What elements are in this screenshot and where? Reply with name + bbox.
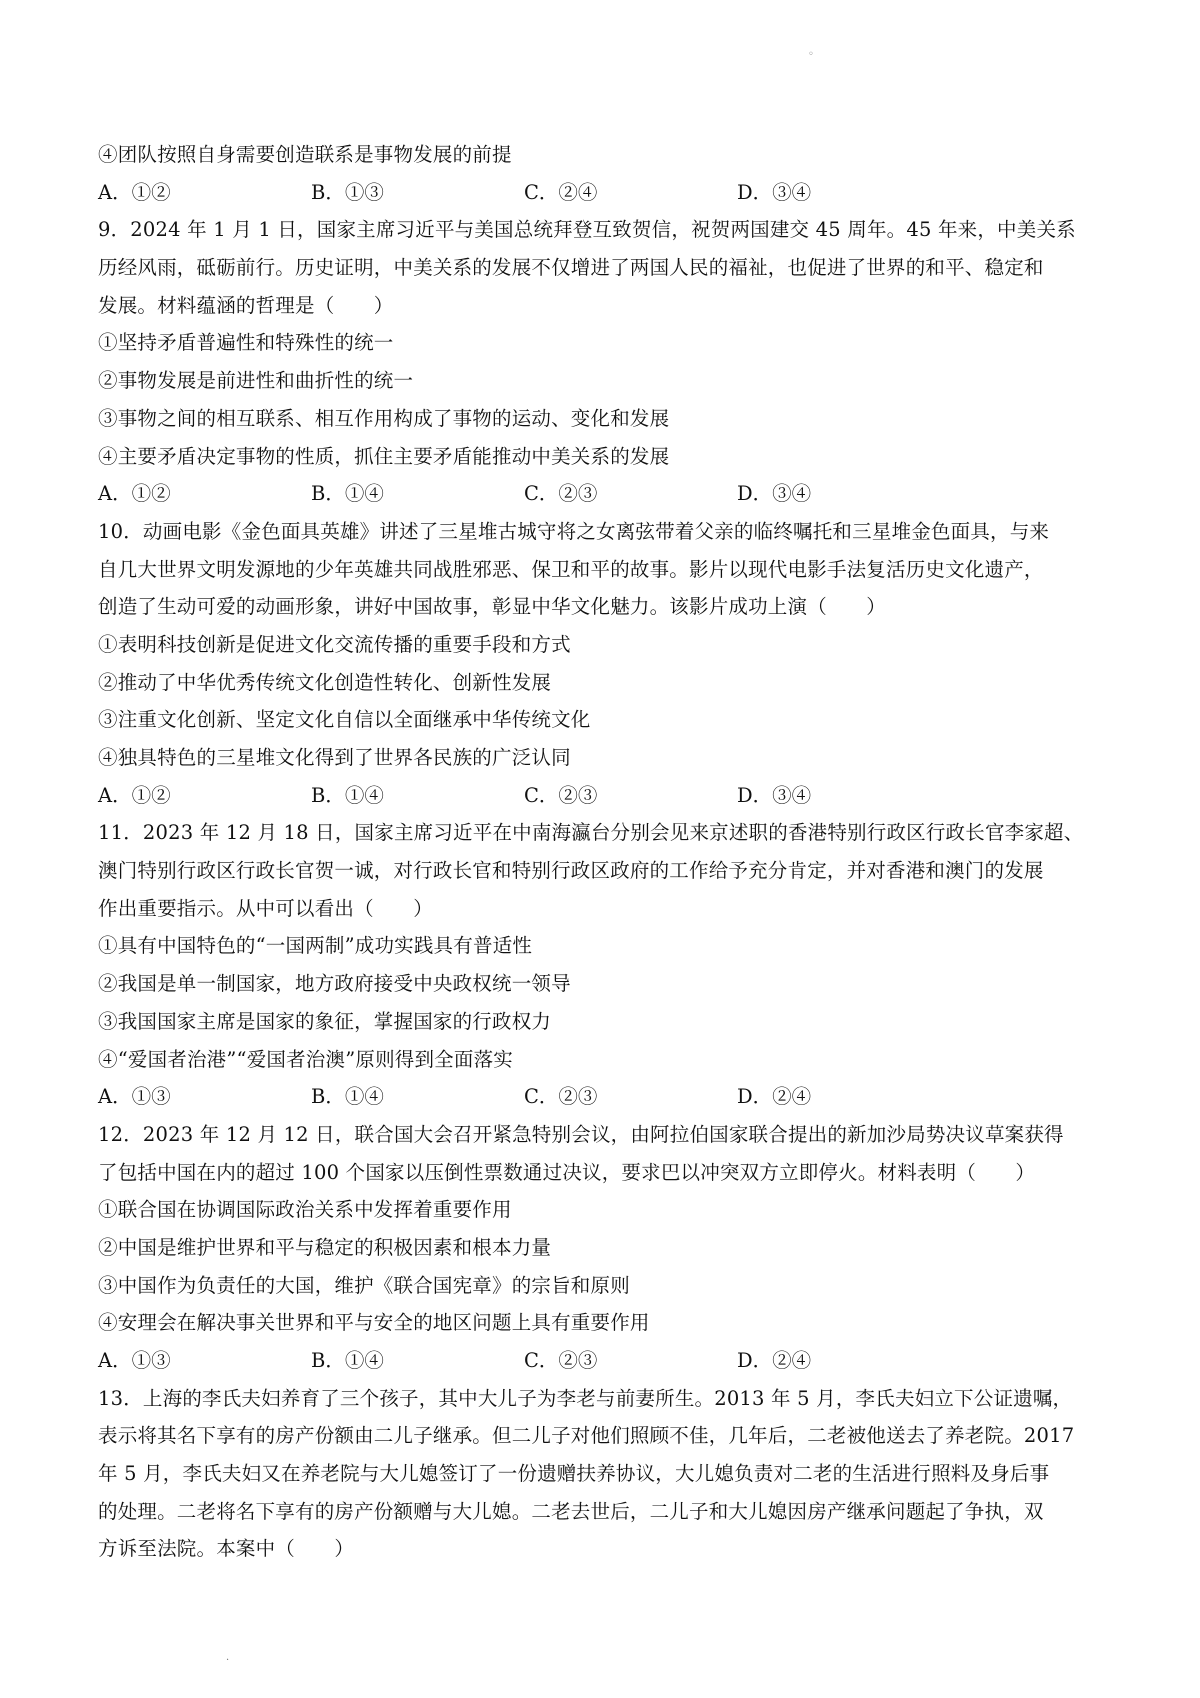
question-11 bbox=[98, 814, 1108, 1116]
question-stem-line: 方诉至法院。本案中（ ） bbox=[98, 1537, 355, 1561]
statement-4: ④独具特色的三星堆文化得到了世界各民族的广泛认同 bbox=[98, 746, 571, 769]
question-stem-line: 年 5 月，李氏夫妇又在养老院与大儿媳签订了一份遗赠扶养协议，大儿媳负责对二老的生活进行照料及身后事 bbox=[98, 1462, 1050, 1486]
option-c: C．②③ bbox=[524, 1349, 598, 1372]
question-stem-line: 了包括中国在内的超过 100 个国家以压倒性票数通过决议，要求巴以冲突双方立即停火。材料表明（ ） bbox=[98, 1160, 1036, 1184]
page-content bbox=[98, 136, 1108, 1568]
option-a: A．①② bbox=[98, 180, 171, 204]
question-stem-line: 9．2024 年 1 月 1 日，国家主席习近平与美国总统拜登互致贺信，祝贺两国建交 45 周年。45 年来，中美关系 bbox=[98, 218, 1076, 242]
option-c: C．②③ bbox=[524, 1085, 598, 1109]
question-stem-line: 表示将其名下享有的房产份额由二儿子继承。但二儿子对他们照顾不佳，几年后，二老被他送去了养老院。2017 bbox=[98, 1424, 1075, 1448]
statement-2: ②我国是单一制国家，地方政府接受中央政权统一领导 bbox=[98, 972, 571, 996]
answer-options bbox=[98, 1078, 1108, 1116]
statement-1: ①坚持矛盾普遍性和特殊性的统一 bbox=[98, 331, 394, 355]
option-a: A．①② bbox=[98, 482, 171, 506]
option-b: B．①③ bbox=[311, 180, 384, 204]
question-stem-line: 发展。材料蕴涵的哲理是（ ） bbox=[98, 293, 394, 317]
statement-1: ①具有中国特色的“一国两制”成功实践具有普适性 bbox=[98, 934, 533, 958]
question-stem-line: 11．2023 年 12 月 18 日，国家主席习近平在中南海瀛台分别会见来京述职的香港特别行政区行政长官李家超、 bbox=[98, 821, 1084, 845]
option-c: C．②③ bbox=[524, 482, 598, 506]
option-c: C．②③ bbox=[524, 783, 598, 807]
statement-4: ④主要矛盾决定事物的性质，抓住主要矛盾能推动中美关系的发展 bbox=[98, 444, 670, 468]
answer-options bbox=[98, 475, 1108, 513]
question-stem-line: 历经风雨，砥砺前行。历史证明，中美关系的发展不仅增进了两国人民的福祉，也促进了世界的和平、稳定和 bbox=[98, 256, 1044, 280]
answer-options bbox=[98, 777, 1108, 815]
q8-statement-4: ④团队按照自身需要创造联系是事物发展的前提 bbox=[98, 143, 512, 166]
question-12 bbox=[98, 1116, 1108, 1380]
statement-2: ②事物发展是前进性和曲折性的统一 bbox=[98, 369, 414, 393]
option-d: D．③④ bbox=[737, 180, 812, 204]
q8-options bbox=[98, 174, 1108, 212]
statement-2: ②推动了中华优秀传统文化创造性转化、创新性发展 bbox=[98, 670, 552, 694]
statement-4: ④“爱国者治港”“爱国者治澳”原则得到全面落实 bbox=[98, 1047, 513, 1071]
question-9 bbox=[98, 211, 1108, 513]
question-13 bbox=[98, 1380, 1108, 1568]
question-10 bbox=[98, 513, 1108, 815]
option-d: D．③④ bbox=[737, 783, 812, 807]
question-stem-line: 13．上海的李氏夫妇养育了三个孩子，其中大儿子为李老与前妻所生。2013 年 5 月，李氏夫妇立下公证遗嘱， bbox=[98, 1386, 1073, 1410]
option-c: C．②④ bbox=[524, 180, 598, 204]
statement-3: ③事物之间的相互联系、相互作用构成了事物的运动、变化和发展 bbox=[98, 406, 670, 430]
statement-3: ③我国国家主席是国家的象征，掌握国家的行政权力 bbox=[98, 1009, 552, 1033]
option-d: D．③④ bbox=[737, 482, 812, 506]
option-d: D．②④ bbox=[737, 1349, 812, 1372]
option-a: A．①③ bbox=[98, 1085, 171, 1109]
question-stem-line: 作出重要指示。从中可以看出（ ） bbox=[98, 896, 433, 920]
statement-1: ①表明科技创新是促进文化交流传播的重要手段和方式 bbox=[98, 632, 571, 656]
option-b: B．①④ bbox=[311, 482, 384, 506]
option-a: A．①③ bbox=[98, 1349, 171, 1372]
scan-mark-top: ◦ bbox=[808, 49, 814, 60]
scan-mark-bottom: · bbox=[226, 1655, 230, 1666]
statement-1: ①联合国在协调国际政治关系中发挥着重要作用 bbox=[98, 1198, 512, 1222]
statement-3: ③注重文化创新、坚定文化自信以全面继承中华传统文化 bbox=[98, 708, 591, 732]
option-b: B．①④ bbox=[311, 1349, 384, 1372]
option-a: A．①② bbox=[98, 783, 171, 807]
question-stem-line: 12．2023 年 12 月 12 日，联合国大会召开紧急特别会议，由阿拉伯国家联合提出的新加沙局势决议草案获得 bbox=[98, 1122, 1064, 1146]
answer-options bbox=[98, 1342, 1108, 1380]
question-stem-line: 创造了生动可爱的动画形象，讲好中国故事，彰显中华文化魅力。该影片成功上演（ ） bbox=[98, 595, 887, 619]
statement-4: ④安理会在解决事关世界和平与安全的地区问题上具有重要作用 bbox=[98, 1311, 650, 1335]
option-b: B．①④ bbox=[311, 783, 384, 807]
statement-2: ②中国是维护世界和平与稳定的积极因素和根本力量 bbox=[98, 1235, 552, 1259]
question-stem-line: 的处理。二老将名下享有的房产份额赠与大儿媳。二老去世后，二儿子和大儿媳因房产继承问题起了争执，双 bbox=[98, 1499, 1044, 1523]
question-stem-line: 自几大世界文明发源地的少年英雄共同战胜邪恶、保卫和平的故事。影片以现代电影手法复活历史文化遗产， bbox=[98, 557, 1044, 581]
question-stem-line: 澳门特别行政区行政长官贺一诚，对行政长官和特别行政区政府的工作给予充分肯定，并对香港和澳门的发展 bbox=[98, 859, 1044, 883]
statement-3: ③中国作为负责任的大国，维护《联合国宪章》的宗旨和原则 bbox=[98, 1273, 630, 1297]
option-b: B．①④ bbox=[311, 1085, 384, 1109]
question-stem-line: 10．动画电影《金色面具英雄》讲述了三星堆古城守将之女离弦带着父亲的临终嘱托和三星堆金色面具，与来 bbox=[98, 519, 1050, 543]
option-d: D．②④ bbox=[737, 1085, 812, 1109]
